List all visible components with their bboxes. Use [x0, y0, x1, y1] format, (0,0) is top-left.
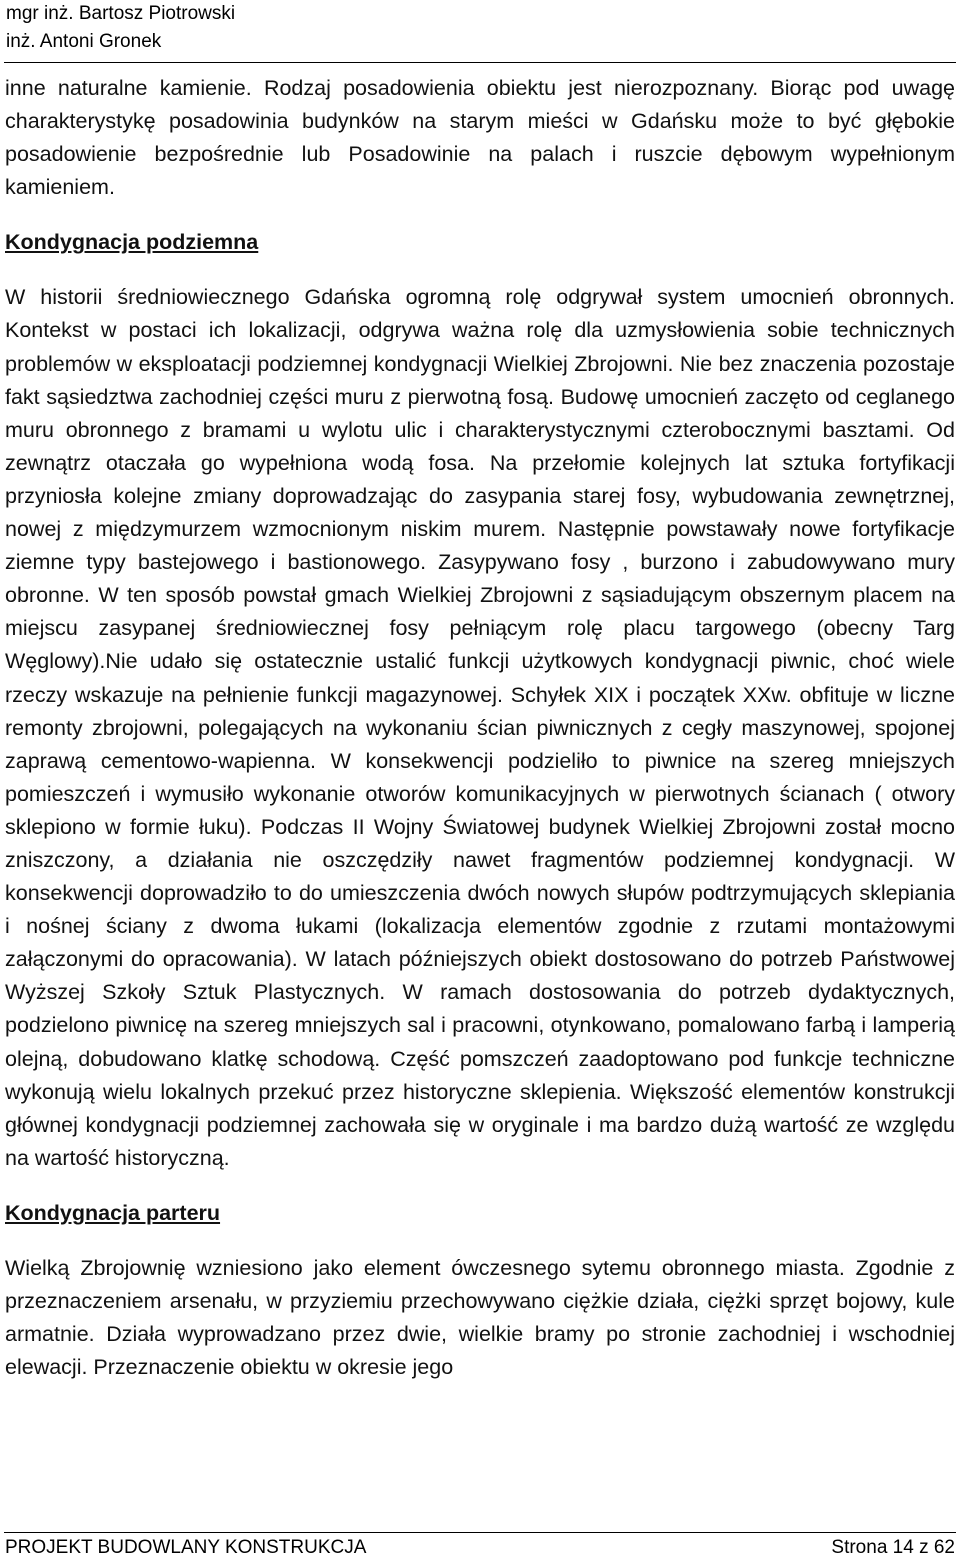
footer-divider — [4, 1532, 956, 1533]
header-divider — [4, 62, 956, 63]
header-author-2: inż. Antoni Gronek — [6, 31, 162, 52]
footer-page-number: Strona 14 z 62 — [831, 1537, 955, 1558]
footer-project-title: PROJEKT BUDOWLANY KONSTRUKCJA — [5, 1537, 367, 1558]
page-footer — [5, 1535, 955, 1561]
header-author-1: mgr inż. Bartosz Piotrowski — [6, 3, 236, 24]
paragraph-intro: inne naturalne kamienie. Rodzaj posadowienia obiektu jest nierozpoznany. Biorąc pod uwagę charakterystykę posadowinia budynków na starym mieści w Gdańsku może to być głębokie posadowienie bezpośrednie lub Posadowinie na palach i ruszcie dębowym wypełnionym kamieniem. — [5, 76, 955, 200]
page-header — [6, 0, 406, 56]
paragraph-ground-floor: Wielką Zbrojownię wzniesiono jako element ówczesnego sytemu obronnego miasta. Zgodnie z przeznaczeniem arsenału, w przyziemiu przechowywano ciężkie działa, ciężki sprzęt bojowy, kule armatnie. Działa wyprowadzano przez dwie, wielkie bramy po stronie zachodniej i wschodniej elewacji. Przeznaczenie obiektu w okresie jego — [5, 1255, 955, 1380]
document-body — [5, 72, 955, 1384]
paragraph-underground: W historii średniowiecznego Gdańska ogromną rolę odgrywał system umocnień obronnych. Kontekst w postaci ich lokalizacji, odgrywa ważna rolę dla uzmysłowienia sobie technicznych problemów w eksploatacji podziemnej kondygnacji Wielkiej Zbrojowni. Nie bez znaczenia pozostaje fakt sąsiedztwa zachodniej części muru z pierwotną fosą. Budowę umocnień zaczęto od ceglanego muru obronnego z bramami u wylotu ulic i charakterystycznymi czterobocznymi basztami. Od zewnątrz otaczała go wypełniona wodą fosa. Na przełomie kolejnych lat sztuka fortyfikacji przyniosła kolejne zmiany doprowadzając do zasypania starej fosy, wybudowania zewnętrznej, nowej z międzymurzem wzmocnionym niskim murem. Następnie powstawały nowe fortyfikacje ziemne typy bastejowego i bastionowego. Zasypywano fosy , burzono i zabudowywano mury obronne. W ten sposób powstał gmach Wielkiej Zbrojowni z sąsiadującym obszernym placem na miejscu zasypanej średniowiecznej fosy pełniącym rolę placu targowego (obecny Targ Węglowy).Nie udało się ostatecznie ustalić funkcji użytkowych kondygnacji piwnic, choć wiele rzeczy wskazuje na pełnienie funkcji magazynowej. Schyłek XIX i początek XXw. obfituje w liczne remonty zbrojowni, polegających na wykonaniu ścian piwnicznych z cegły maszynowej, spojonej zaprawą cementowo-wapienna. W konsekwencji podzieliło to piwnice na szereg mniejszych pomieszczeń i wymusiło wykonanie otworów komunikacyjnych w pierwotnych ścianach ( otwory sklepiono w formie łuku). Podczas II Wojny Światowej budynek Wielkiej Zbrojowni został mocno zniszczony, a działania nie oszczędziły nawet fragmentów podziemnej kondygnacji. W konsekwencji doprowadziło to do umieszczenia dwóch nowych słupów podtrzymujących sklepiania i nośnej ściany z dwoma łukami (lokalizacja elementów zgodnie z rzutami montażowymi załączonymi do opracowania). W latach późniejszych obiekt dostosowano do potrzeb Państwowej Wyższej Szkoły Sztuk Plastycznych. W ramach dostosowania do potrzeb dydaktycznych, podzielono piwnicę na szereg mniejszych sal i pracowni, otynkowano, pomalowano farbą i lamperią olejną, dobudowano klatkę schodową. Część pomszczeń zaadoptowano pod funkcje techniczne wykonują wielu lokalnych przekuć przez historyczne sklepienia. Większość elementów konstrukcji głównej kondygnacji podziemnej zachowała się w oryginale i ma bardzo dużą wartość ze względu na wartość historyczną. — [5, 285, 955, 1170]
section-heading-ground-floor: Kondygnacja parteru — [5, 1200, 221, 1225]
section-heading-underground: Kondygnacja podziemna — [5, 230, 259, 255]
